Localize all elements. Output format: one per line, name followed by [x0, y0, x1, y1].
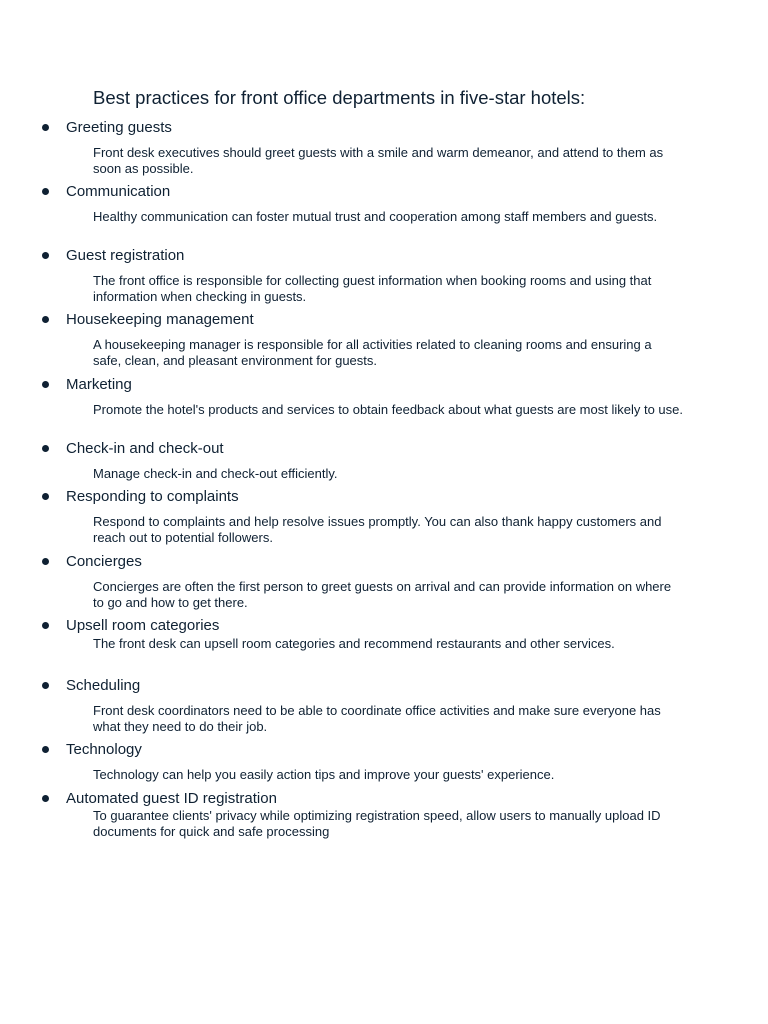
bullet-icon	[42, 682, 49, 689]
bullet-icon	[42, 746, 49, 753]
bullet-icon	[42, 316, 49, 323]
item-heading: Technology	[66, 741, 142, 758]
item-description: Front desk executives should greet guests with a smile and warm demeanor, and attend to them as soon as possible.	[93, 145, 664, 176]
item-description: The front office is responsible for collecting guest information when booking rooms and using that information when checking in guests.	[93, 273, 652, 304]
item-heading: Housekeeping management	[66, 311, 254, 328]
item-description: Promote the hotel's products and services to obtain feedback about what guests are most likely to use.	[93, 402, 683, 417]
item-description: Front desk coordinators need to be able to coordinate office activities and make sure everyone has what they need to do their job.	[93, 703, 661, 734]
item-description: The front desk can upsell room categories and recommend restaurants and other services.	[93, 636, 615, 651]
item-description: A housekeeping manager is responsible for all activities related to cleaning rooms and ensuring a safe, clean, and pleasant environment for guests.	[93, 337, 652, 368]
item-heading: Automated guest ID registration	[66, 790, 277, 807]
bullet-icon	[42, 188, 49, 195]
bullet-icon	[42, 558, 49, 565]
item-description: Technology can help you easily action tips and improve your guests' experience.	[93, 767, 555, 782]
item-heading: Scheduling	[66, 677, 141, 694]
item-heading: Responding to complaints	[66, 488, 239, 505]
item-heading: Greeting guests	[66, 119, 172, 136]
bullet-icon	[42, 124, 49, 131]
bullet-icon	[42, 622, 49, 629]
item-description: To guarantee clients' privacy while optimizing registration speed, allow users to manually upload ID documents for quick and safe processing	[93, 808, 661, 839]
item-heading: Upsell room categories	[66, 617, 220, 634]
item-heading: Check-in and check-out	[66, 440, 224, 457]
item-heading: Marketing	[66, 376, 132, 393]
bullet-icon	[42, 252, 49, 259]
item-heading: Concierges	[66, 553, 142, 570]
item-description: Concierges are often the first person to greet guests on arrival and can provide information on where to go and how to get there.	[93, 579, 672, 610]
item-description: Healthy communication can foster mutual trust and cooperation among staff members and guests.	[93, 209, 658, 224]
page-title: Best practices for front office departments in five-star hotels:	[93, 87, 586, 108]
item-heading: Communication	[66, 183, 171, 200]
item-heading: Guest registration	[66, 247, 185, 264]
bullet-icon	[42, 445, 49, 452]
bullet-icon	[42, 381, 49, 388]
item-description: Respond to complaints and help resolve issues promptly. You can also thank happy customers and reach out to potential followers.	[93, 514, 662, 545]
bullet-icon	[42, 493, 49, 500]
bullet-icon	[42, 795, 49, 802]
item-description: Manage check-in and check-out efficiently.	[93, 466, 338, 481]
